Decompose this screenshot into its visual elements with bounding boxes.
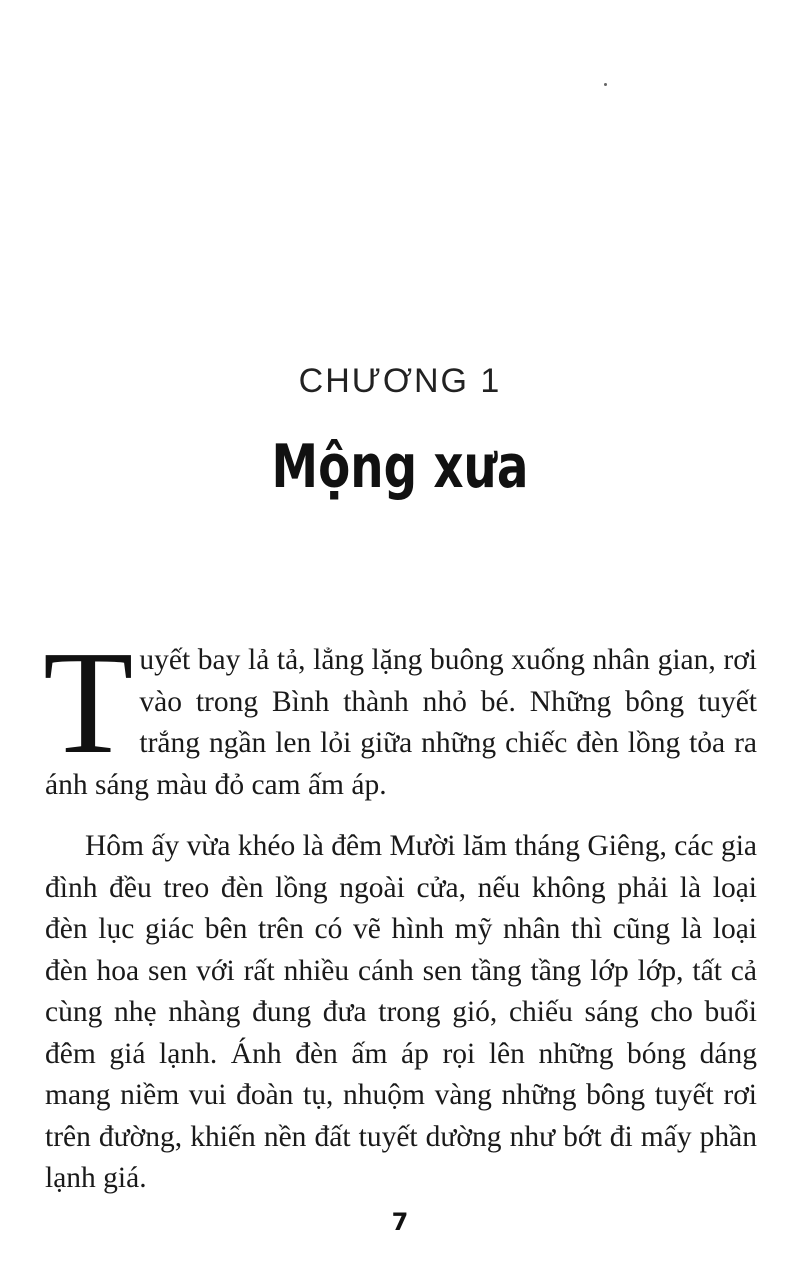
body-text	[43, 621, 757, 1220]
print-speck	[604, 83, 607, 86]
page-number: 7	[391, 1208, 409, 1236]
paragraph-2: Hôm ấy vừa khéo là đêm Mười lăm tháng Giêng, các gia đình đều treo đèn lồng ngoài cửa, nếu không phải là loại đèn lục giác bên trên có vẽ hình mỹ nhân thì cũng là loại đèn hoa sen với rất nhiều cánh sen tầng tầng lớp lớp, tất cả cùng nhẹ nhàng đung đưa trong gió, chiếu sáng cho buổi đêm giá lạnh. Ánh đèn ấm áp rọi lên những bóng dáng mang niềm vui đoàn tụ, nhuộm vàng những bông tuyết rơi trên đường, khiến nền đất tuyết dường như bớt đi mấy phần lạnh giá.	[45, 830, 757, 1194]
paragraph-1-text: uyết bay lả tả, lẳng lặng buông xuống nhân gian, rơi vào trong Bình thành nhỏ bé. Những bông tuyết trắng ngần len lỏi giữa những chiếc đèn lồng tỏa ra ánh sáng màu đỏ cam ấm áp.	[45, 644, 757, 801]
drop-cap: T	[43, 621, 134, 785]
paragraph-1	[43, 621, 757, 806]
chapter-label: CHƯƠNG 1	[298, 362, 502, 400]
chapter-title: Mộng xưa	[271, 432, 529, 502]
